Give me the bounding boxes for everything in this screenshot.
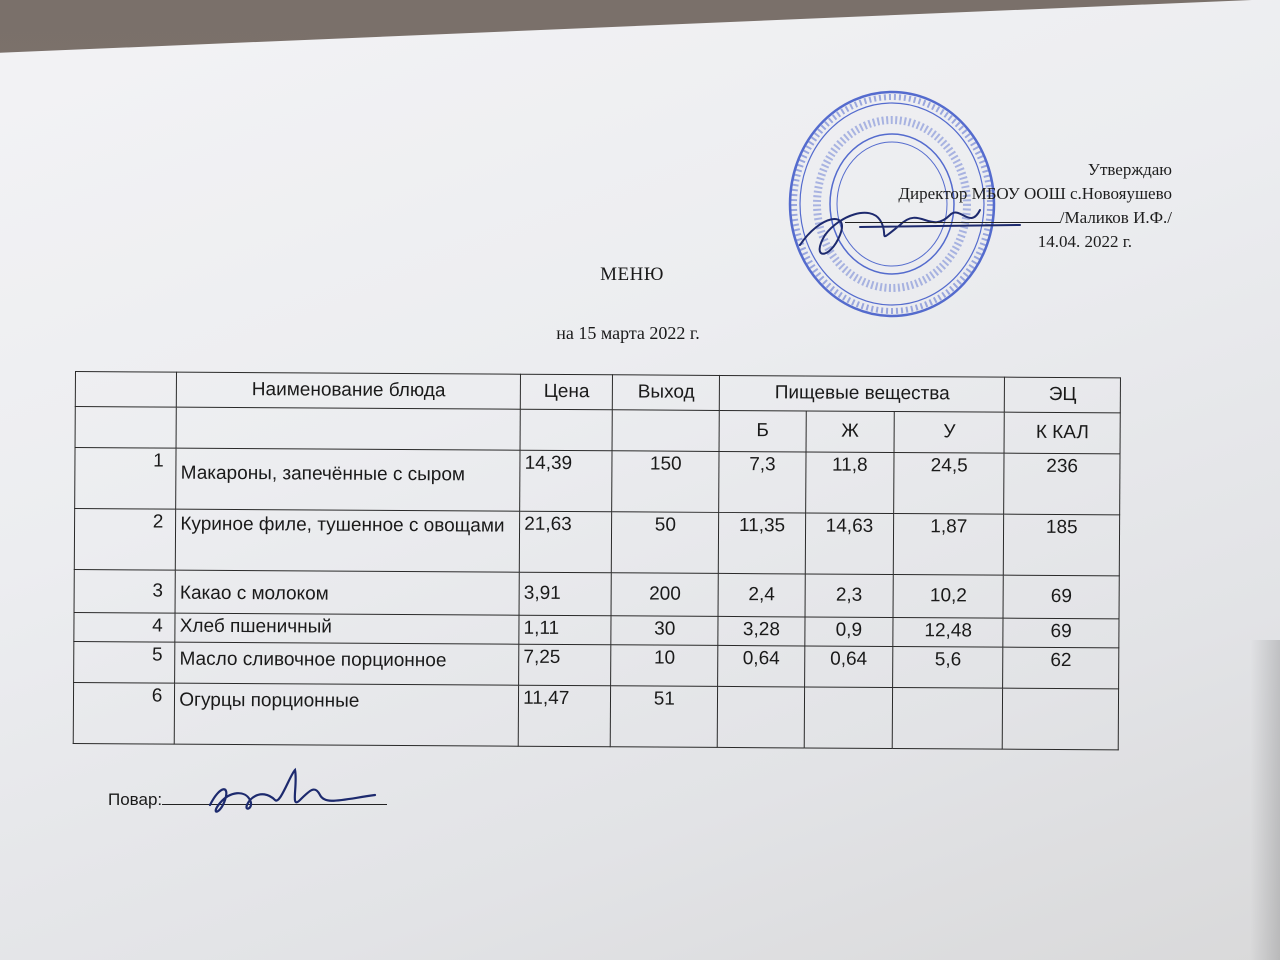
row-zh: 2,3 [805,574,894,618]
row-u: 12,48 [893,618,1003,648]
row-u: 1,87 [893,514,1004,576]
row-output: 51 [611,686,718,748]
table-row [74,569,1119,618]
menu-title: МЕНЮ [600,264,664,285]
row-price: 3,91 [519,572,611,616]
row-zh [804,687,893,749]
cook-label: Повар: [108,790,163,809]
approval-block [845,158,1172,254]
row-b: 7,3 [719,451,806,513]
table-row [75,448,1120,515]
row-price: 11,47 [518,685,611,747]
row-kcal: 236 [1004,453,1120,515]
row-zh: 11,8 [805,452,894,514]
row-num: 6 [73,682,175,744]
menu-table [73,371,1121,750]
table-row [73,682,1118,749]
row-kcal [1003,688,1119,750]
row-output: 10 [611,645,718,687]
row-b: 11,35 [719,512,806,574]
header-num [75,372,177,408]
row-name: Макароны, запечённые с сыром [176,448,520,511]
table-row [74,641,1119,688]
row-num: 1 [75,448,177,510]
row-output: 200 [611,573,718,617]
row-num: 4 [74,612,175,642]
row-name: Хлеб пшеничный [175,613,519,644]
row-kcal: 69 [1003,575,1119,619]
row-num: 3 [74,569,176,613]
row-output: 150 [612,451,719,513]
header-name: Наименование блюда [177,372,521,409]
row-kcal: 69 [1003,618,1119,648]
row-output: 30 [611,616,718,646]
row-name: Куриное филе, тушенное с овощами [176,509,520,572]
row-zh: 14,63 [805,513,894,575]
approval-line-2: Директор МБОУ ООШ с.Новояушево [898,184,1172,203]
approval-line-1: Утверждаю [1087,160,1172,179]
menu-date: на 15 марта 2022 г. [556,323,700,343]
header-output: Выход [613,375,720,411]
row-b: 3,28 [718,616,805,646]
row-zh: 0,9 [805,617,894,647]
header-price: Цена [520,374,612,410]
approval-line-3 [845,206,1172,230]
header-row-2 [75,407,1120,454]
row-price: 7,25 [519,644,611,686]
page-edge-shadow [1250,640,1280,960]
row-u: 5,6 [893,647,1004,689]
approval-date: 14.04. 2022 г. [1037,232,1132,251]
row-u: 10,2 [893,575,1004,619]
row-kcal: 62 [1003,647,1119,689]
row-b: 2,4 [718,573,805,617]
row-num: 2 [74,509,176,571]
cook-signature [190,755,390,835]
row-num: 5 [74,641,176,683]
row-output: 50 [612,512,719,574]
header-zh: Ж [806,411,895,453]
table-row [74,509,1119,576]
row-u: 24,5 [894,453,1005,515]
header-b: Б [719,410,806,452]
row-name: Масло сливочное порционное [175,642,519,685]
signature-blank [845,206,1060,223]
header-ec: ЭЦ [1005,377,1121,413]
row-name: Какао с молоком [175,570,519,615]
row-price: 21,63 [519,511,612,573]
row-u [892,688,1003,750]
header-nutrients: Пищевые вещества [720,375,1005,412]
row-zh: 0,64 [804,646,893,688]
row-b [718,686,805,748]
header-kcal: К КАЛ [1004,412,1120,454]
row-name: Огурцы порционные [175,683,519,746]
row-price: 1,11 [519,615,611,645]
row-b: 0,64 [718,645,805,687]
row-kcal: 185 [1004,514,1120,576]
row-price: 14,39 [520,450,613,512]
header-u: У [894,412,1005,454]
director-name: /Маликов И.Ф./ [1059,208,1172,227]
